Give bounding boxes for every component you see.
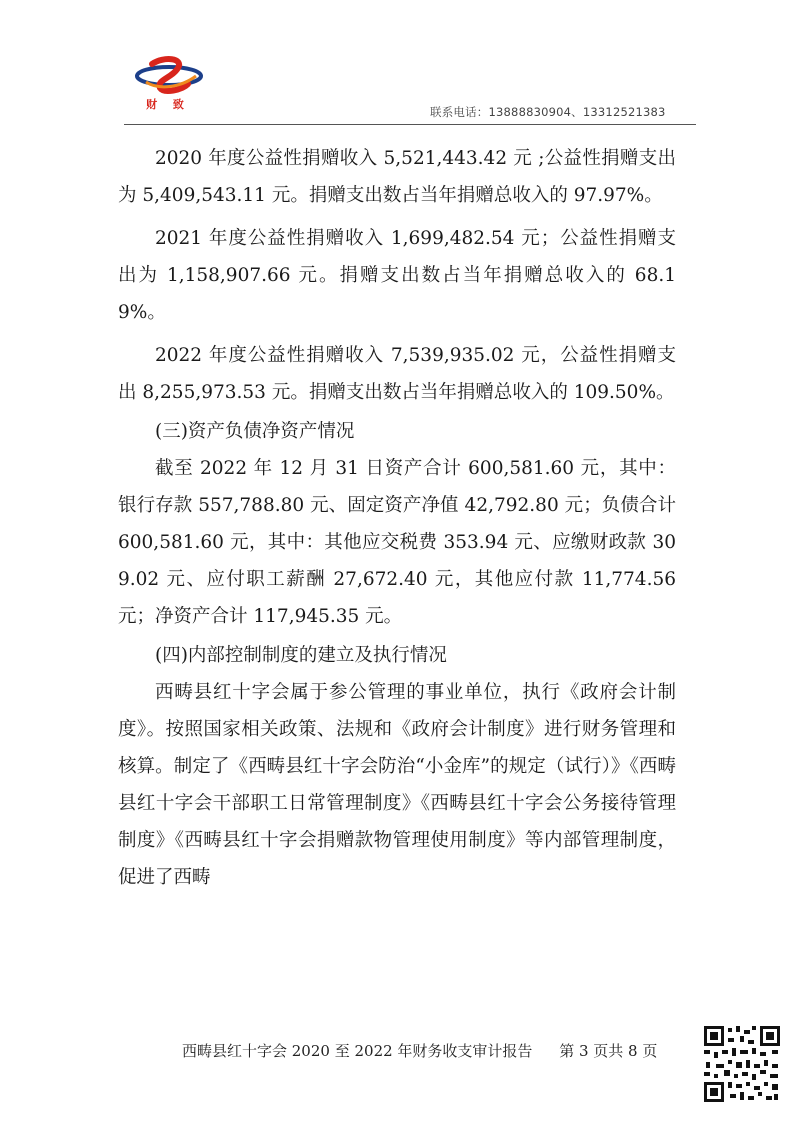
contact-phone: 联系电话：13888830904、13312521383 — [430, 105, 666, 119]
section-heading-internal-control: (四)内部控制制度的建立及执行情况 — [155, 645, 447, 666]
paragraph-2022-donations: 2022 年度公益性捐赠收入 7,539,935.02 元，公益性捐赠支出 8,255,973.53 元。捐赠支出数占当年捐赠总收入的 109.50%。 — [118, 345, 676, 403]
report-body — [118, 140, 676, 896]
footer-report-title: 西畴县红十字会 2020 至 2022 年财务收支审计报告 — [182, 1042, 533, 1060]
paragraph-internal-control: 西畴县红十字会属于参公管理的事业单位，执行《政府会计制度》。按照国家相关政策、法规和《政府会计制度》进行财务管理和核算。制定了《西畴县红十字会防治“小金库”的规定（试行）》《西畴县红十字会干部职工日常管理制度》《西畴县红十字会公务接待管理制度》《西畴县红十字会捐赠款物管理使用制度》等内部管理制度，促进了西畴 — [118, 682, 676, 888]
page-footer — [182, 1040, 682, 1061]
paragraph-assets: 截至 2022 年 12 月 31 日资产合计 600,581.60 元，其中：银行存款 557,788.80 元、固定资产净值 42,792.80 元；负债合计 600,581.60 元，其中：其他应交税费 353.94 元、应缴财政款 309.02 元、应付职工薪酬 27,672.40 元，其他应付款 11,774.56 元；净资产合计 117,945.35 元。 — [118, 458, 676, 627]
header-divider — [124, 124, 696, 125]
section-heading-assets: (三)资产负债净资产情况 — [155, 421, 355, 442]
paragraph-2020-donations: 2020 年度公益性捐赠收入 5,521,443.42 元 ;公益性捐赠支出为 5,409,543.11 元。捐赠支出数占当年捐赠总收入的 97.97%。 — [118, 148, 676, 206]
paragraph-2021-donations: 2021 年度公益性捐赠收入 1,699,482.54 元；公益性捐赠支出为 1,158,907.66 元。捐赠支出数占当年捐赠总收入的 68.19%。 — [118, 228, 676, 323]
logo-wordmark: 财 致 — [146, 98, 190, 111]
qr-code-icon — [702, 1024, 782, 1104]
footer-page-number: 第 3 页共 8 页 — [559, 1042, 658, 1060]
